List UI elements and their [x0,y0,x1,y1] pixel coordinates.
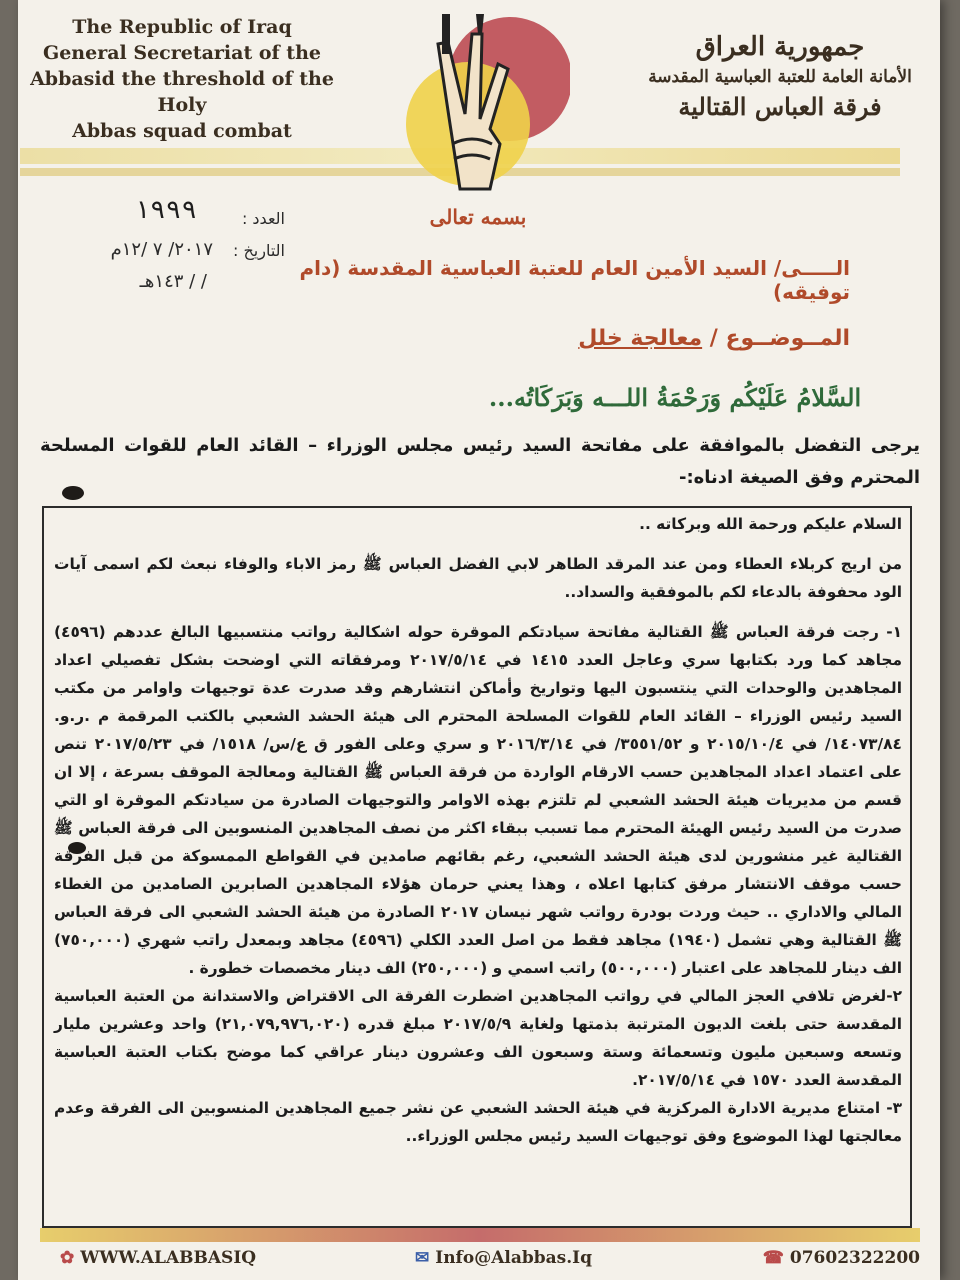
date-gregorian: ٢٠١٧/ ٧ /١٢م [110,239,213,260]
body-item-2: ٢-لغرض تلافي العجز المالي في رواتب المجاهدين اضطرت الفرقة الى الاقتراض والاستدانة من العتبة العباسية المقدسة حتى بلغت الديون المترتبة بذمتها ولغاية ٢٠١٧/٥/٩ مبلغ قدره (٢١,٠٧٩,٩٧٦,٠٢٠) واحد وعشرين مليار وتسعه وسبعين مليون وتسعمائة وستة وسبعون الف وعشرون دينار عراقي كما موضح بكتاب العتبة العباسية المقدسة العدد ١٥٧٠ في ٢٠١٧/٥/١٤. [54,987,902,1089]
basmala: بسمه تعالى [429,205,527,229]
header-en-line2: General Secretariat of the [42,42,321,64]
website-text: WWW.ALABBASIQ [80,1248,257,1268]
subject-label: المــوضــوع / [709,326,850,351]
number-value: ١٩٩٩ [134,195,197,225]
header-ar-line2: الأمانة العامة للعتبة العباسية المقدسة [648,67,912,87]
header-en-line1: The Republic of Iraq [72,16,292,38]
number-label: العدد : [241,209,285,228]
footer-email [415,1248,592,1268]
header-arabic [630,30,930,124]
reference-block [40,195,285,300]
phone-text: 07602322200 [789,1248,920,1268]
body-item-3: ٣- امتناع مديرية الادارة المركزية في هيئة الحشد الشعبي عن نشر جميع المجاهدين المنسوبين الى الفرقة وعدم معالجتها لهذا الموضوع وفق توجيهات السيد رئيس مجلس الوزراء.. [54,1099,902,1145]
header-english [12,14,352,144]
subject-value: معالجة خلل [578,326,703,351]
body-opening: من اريج كربلاء العطاء ومن عند المرقد الطاهر لابي الفضل العباس ﷺ رمز الاباء والوفاء نبعث لكم اسمى آيات الود محفوفة بالدعاء لكم بالموفقية والسداد.. [54,555,902,601]
phone-icon: ☎ [762,1248,784,1268]
quoted-letter-body [54,510,902,1150]
email-text: Info@Alabbas.Iq [435,1248,592,1268]
header-ar-line1: جمهورية العراق [695,32,865,62]
footer-website [60,1248,256,1268]
body-salutation: السلام عليكم ورحمة الله وبركاته .. [639,515,902,533]
header-en-line3: Abbasid the threshold of the Holy [30,68,334,116]
addressee-line: الـــــى/ السيد الأمين العام للعتبة العباسية المقدسة (دام توفيقه) [299,256,850,304]
body-item-1: ١- رجت فرقة العباس ﷺ القتالية مفاتحة سيادتكم الموقرة حوله اشكالية رواتب منتسبيها البالغ عددهم (٤٥٩٦) مجاهد كما ورد بكتابها سري وعاجل العدد ١٤١٥ في ٢٠١٧/٥/١٤ ومرفقاته التي اوضحت بشكل تفصيلي اعداد المجاهدين والوحدات التي ينتسبون اليها وتواريخ وأماكن انتشارهم وقد صدرت عدة توجيهات واوامر من مكتب السيد رئيس الوزراء – القائد العام للقوات المسلحة المحترم الى هيئة الحشد الشعبي بالكتب المرقمة م .ر.و. ١٤٠٧٣/٨٤/ في ٢٠١٥/١٠/٤ و ٣٥٥١/٥٢/ في ٢٠١٦/٣/١٤ و سري وعلى الفور ق ع/س/ ١٥١٨/ في ٢٠١٧/٥/٢٣ تنص على اعتماد اعداد المجاهدين حسب الارقام الواردة من فرقة العباس ﷺ القتالية ومعالجة الموقف بسرعة ، إلا ان قسم من مديريات هيئة الحشد الشعبي لم تلتزم بهذه الاوامر والتوجيهات الصادرة من سيادتكم الموقرة او التي صدرت من السيد رئيس الهيئة المحترم مما تسبب ببقاء اكثر من نصف المجاهدين المنسوبين الى فرقة العباس ﷺ القتالية غير منشورين لدى هيئة الحشد الشعبي، رغم بقائهم صامدين في القواطع الممسوكة من قبل الفرقة حسب موقف الانتشار مرفق كتابها اعلاه ، وهذا يعني حرمان هؤلاء المجاهدين الصابرين الصامدين من الغطاء المالي والاداري .. حيث وردت بودرة رواتب شهر نيسان ٢٠١٧ الصادرة من هيئة الحشد الشعبي الى فرقة العباس ﷺ القتالية وهي تشمل (١٩٤٠) مجاهد فقط من اصل العدد الكلي (٤٥٩٦) مجاهد وبمعدل راتب شهري (٧٥٠,٠٠٠) الف دينار للمجاهد على اعتبار (٥٠٠,٠٠٠) راتب اسمي و (٢٥٠,٠٠٠) الف دينار مخصصات خطورة . [54,623,902,977]
globe-icon: ✿ [60,1248,75,1268]
footer-band [40,1228,920,1242]
greeting: السَّلامُ عَلَيْكُم وَرَحْمَةُ اللـــه وَبَرَكَاتُه... [488,383,862,412]
header-ar-line3: فرقة العباس القتالية [678,92,882,121]
footer-phone [763,1248,920,1268]
footer [40,1248,920,1276]
date-label: التاريخ : [232,241,285,260]
envelope-icon: ✉ [415,1248,430,1268]
date-hijri: / / ١٤٣هـ [139,271,207,292]
subject-line [400,326,850,351]
header-en-line4: Abbas squad combat [72,120,292,142]
victory-hand-logo [390,4,570,209]
intro-paragraph: يرجى التفضل بالموافقة على مفاتحة السيد رئيس مجلس الوزراء – القائد العام للقوات المسلحة المحترم وفق الصيغة ادناه:- [40,435,920,488]
